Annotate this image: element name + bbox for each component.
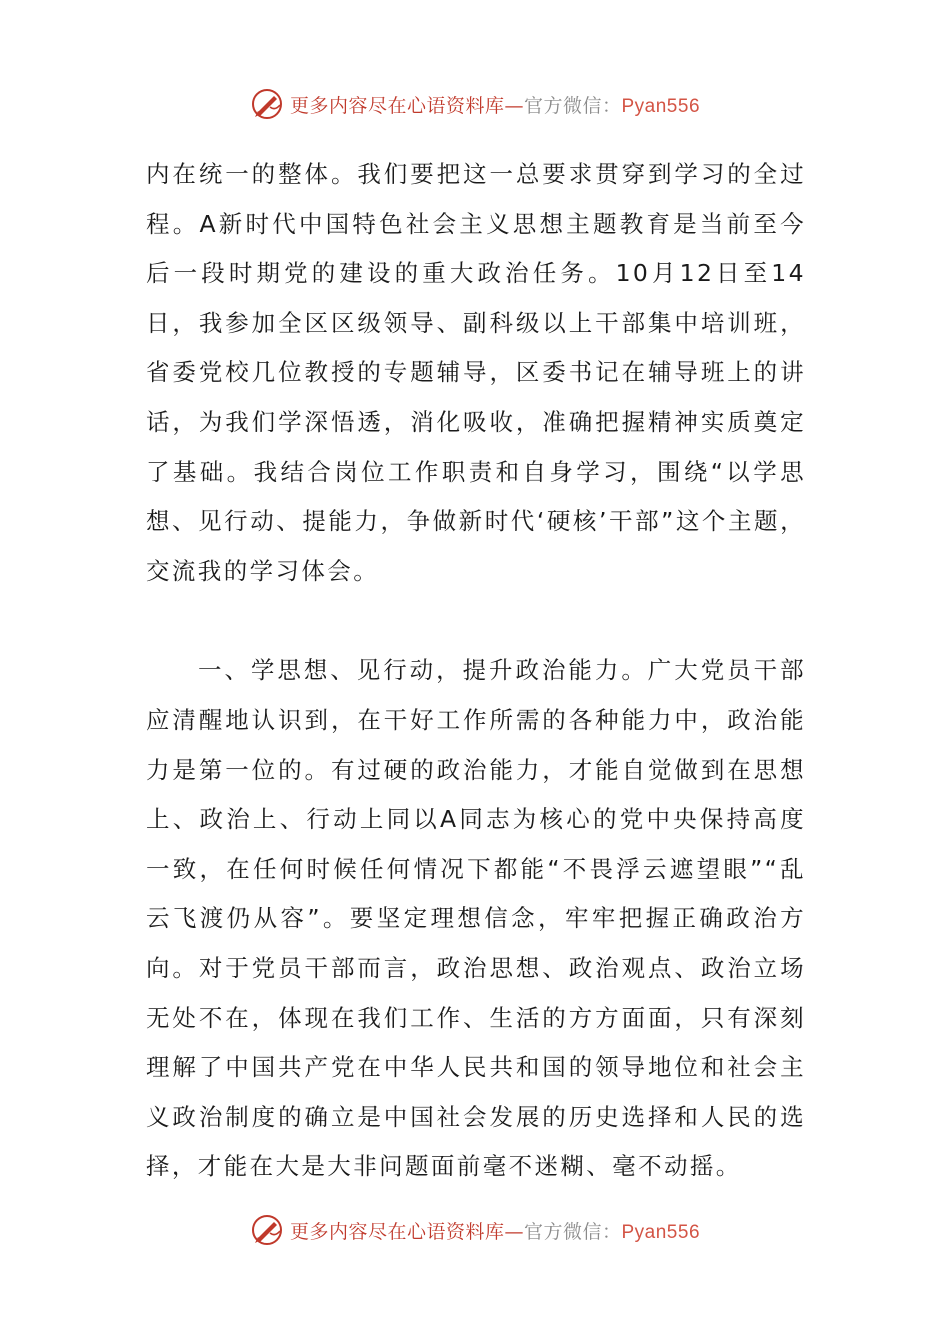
watermark-dash: —	[504, 1220, 524, 1243]
paragraph-spacer	[146, 596, 806, 646]
footer-watermark	[0, 1210, 950, 1250]
watermark-dash: —	[504, 94, 524, 117]
watermark-site-text: 更多内容尽在心语资料库	[289, 1220, 505, 1243]
paragraph-1: 内在统一的整体。我们要把这一总要求贯穿到学习的全过程。A新时代中国特色社会主义思想主题教育是当前至今后一段时期党的建设的重大政治任务。10月12日至14日，我参加全区区级领导、副科级以上干部集中培训班，省委党校几位教授的专题辅导，区委书记在辅导班上的讲话，为我们学深悟透，消化吸收，准确把握精神实质奠定了基础。我结合岗位工作职责和自身学习，围绕“以学思想、见行动、提能力，争做新时代‘硬核’干部”这个主题，交流我的学习体会。	[146, 160, 806, 585]
watermark-text	[290, 91, 700, 118]
header-watermark	[0, 84, 950, 124]
watermark-official-label: 官方微信：	[523, 94, 622, 117]
watermark-text	[290, 1217, 700, 1244]
watermark-wechat-id: Pyan556	[621, 1221, 701, 1243]
document-body	[146, 150, 806, 1192]
watermark-site-text: 更多内容尽在心语资料库	[289, 94, 505, 117]
pen-logo-icon	[250, 87, 284, 121]
pen-logo-icon	[250, 1213, 284, 1247]
watermark-wechat-id: Pyan556	[621, 95, 701, 117]
watermark-official-label: 官方微信：	[523, 1220, 622, 1243]
paragraph-2: 一、学思想、见行动，提升政治能力。广大党员干部应清醒地认识到，在干好工作所需的各种能力中，政治能力是第一位的。有过硬的政治能力，才能自觉做到在思想上、政治上、行动上同以A同志为核心的党中央保持高度一致，在任何时候任何情况下都能“不畏浮云遮望眼”“乱云飞渡仍从容”。要坚定理想信念，牢牢把握正确政治方向。对于党员干部而言，政治思想、政治观点、政治立场无处不在，体现在我们工作、生活的方方面面，只有深刻理解了中国共产党在中华人民共和国的领导地位和社会主义政治制度的确立是中国社会发展的历史选择和人民的选择，才能在大是大非问题面前毫不迷糊、毫不动摇。	[146, 656, 806, 1181]
